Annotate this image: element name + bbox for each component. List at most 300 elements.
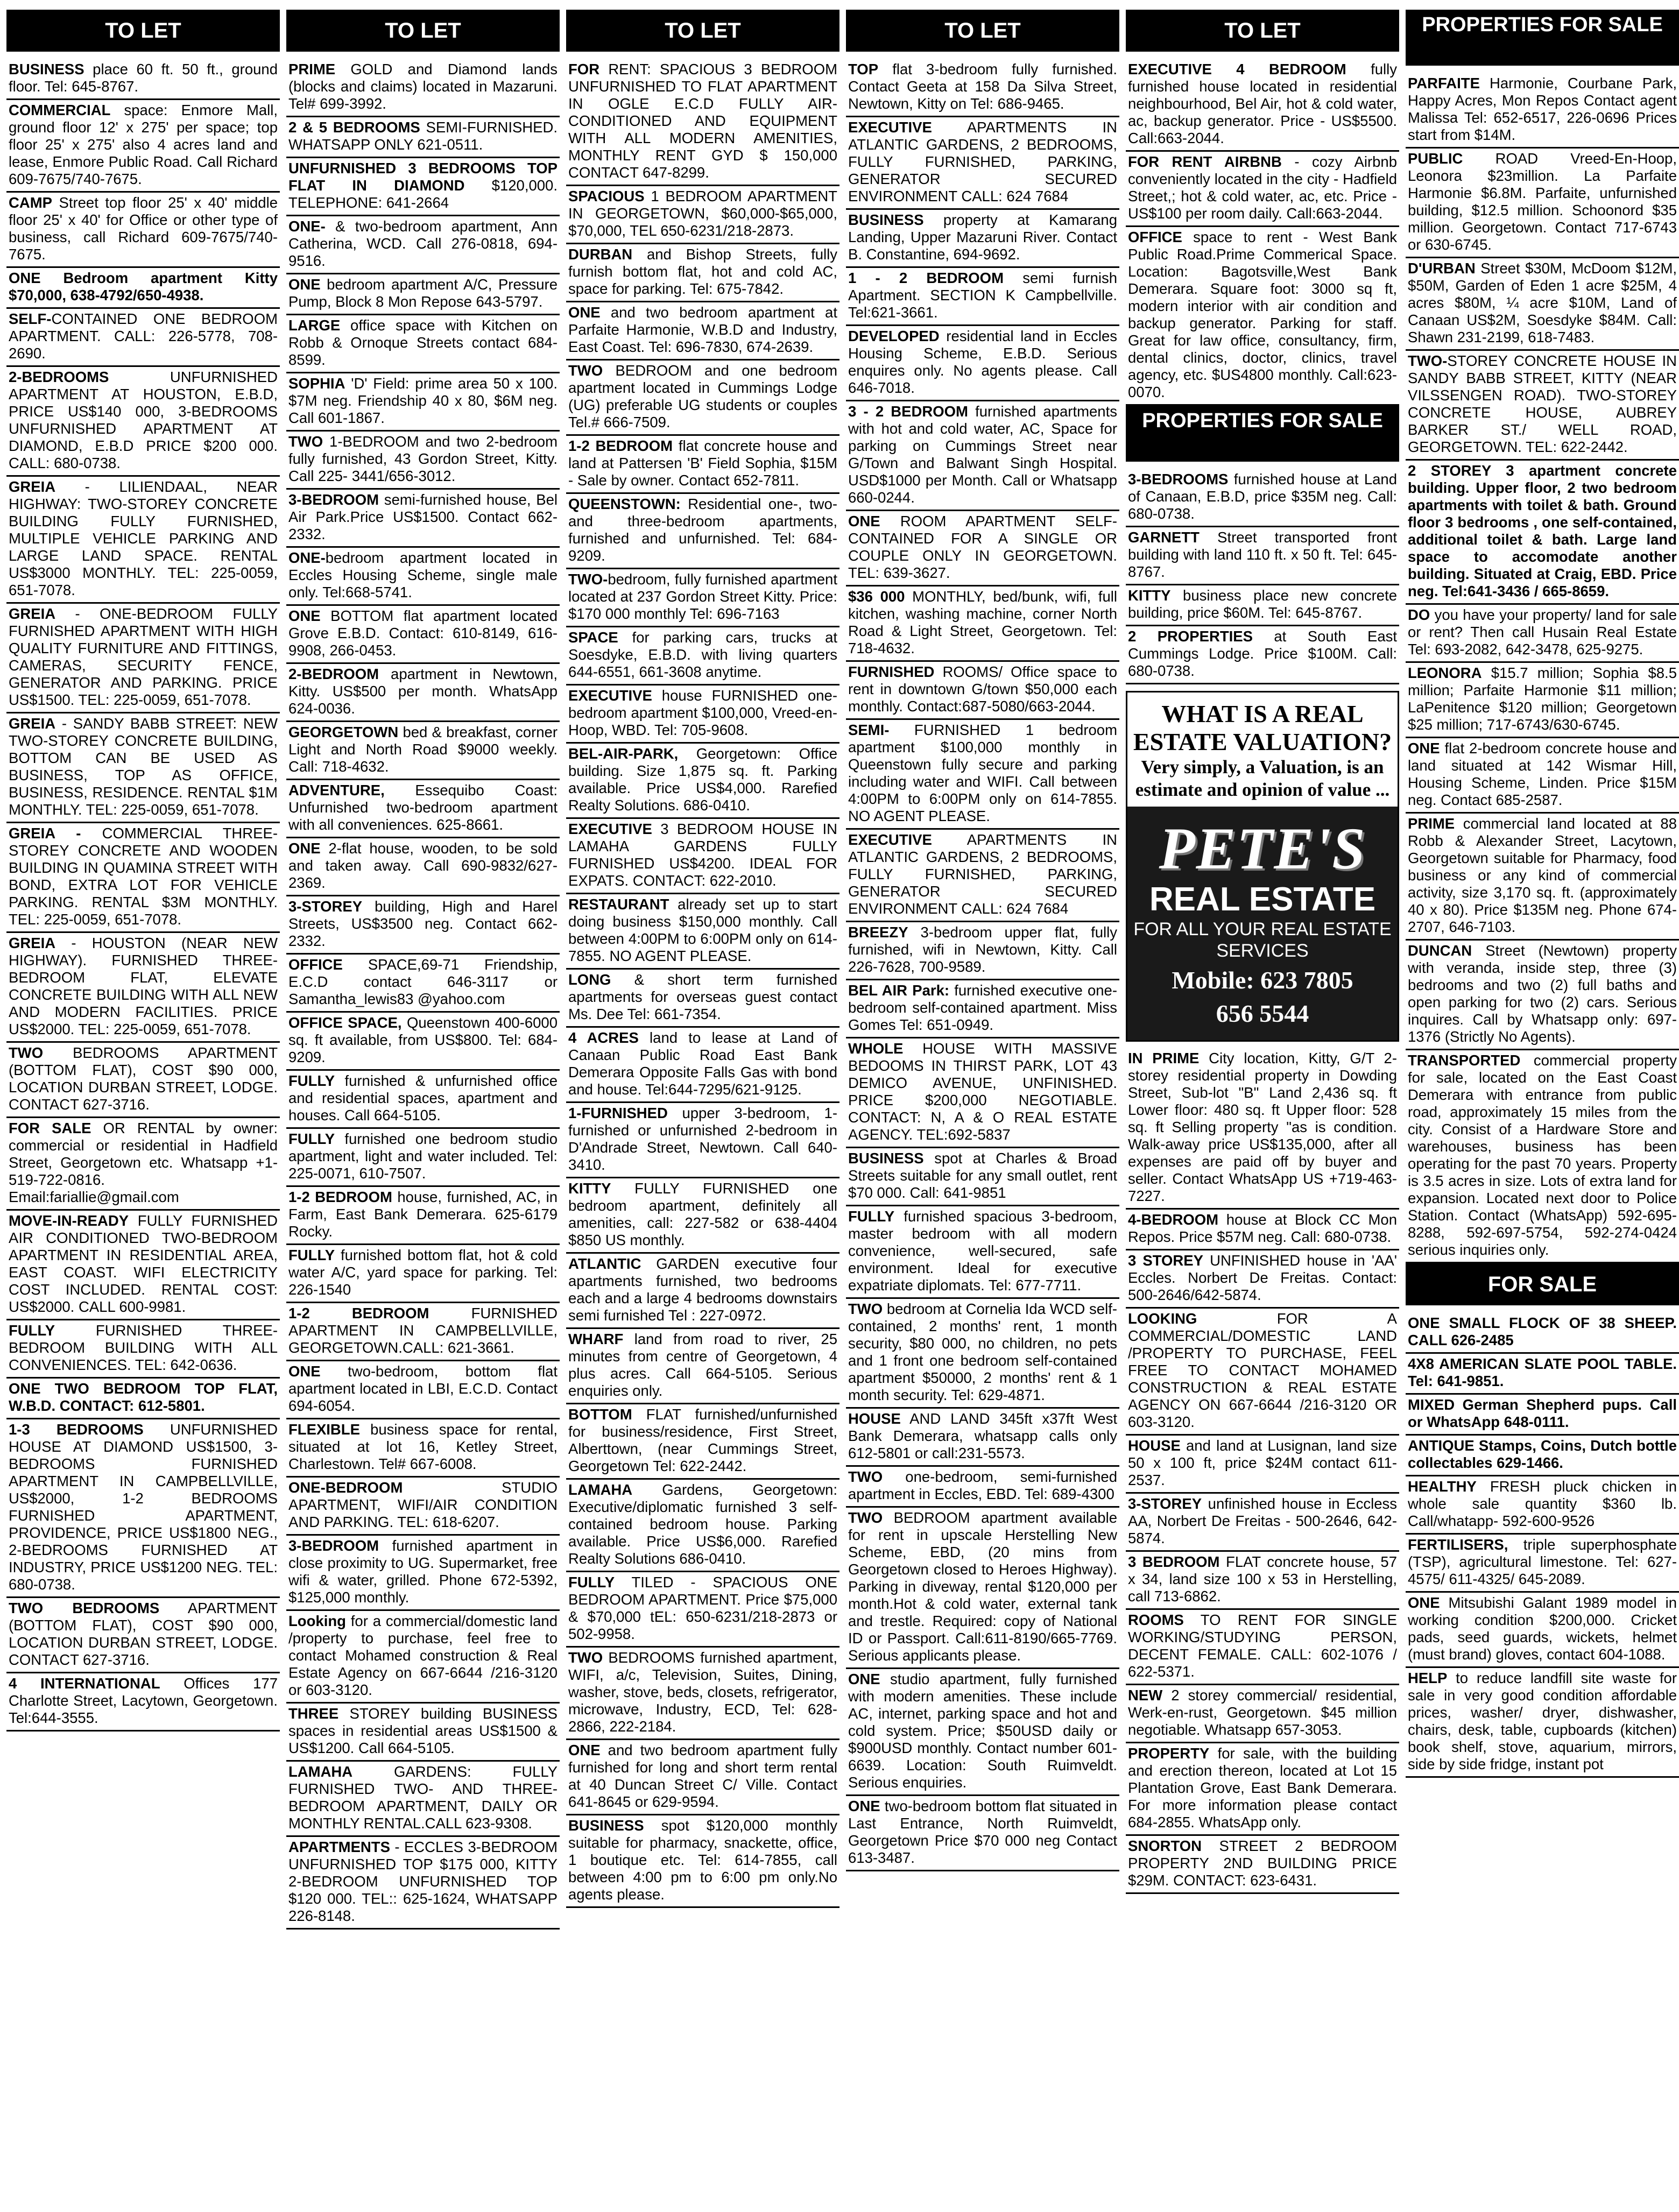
ad-body: STREET 2 BEDROOM PROPERTY 2ND BUILDING PRICE $29M. CONTACT: 623-6431. [1128, 1838, 1397, 1889]
ad-body: and two bedroom apartment fully furnished for long and short term rental at 40 Duncan Street C/ Ville. Contact 641-8645 or 629-9594. [568, 1742, 837, 1810]
ad-lead: 1-2 BEDROOM [288, 1305, 429, 1321]
ad-lead: ONE [568, 304, 601, 321]
classified-ad [286, 315, 560, 373]
ad-lead: DURBAN [568, 246, 633, 263]
ad-body: MONTHLY, bed/bunk, wifi, full kitchen, washing machine, corner North Road & Light Street, Georgetown. Tel: 718-4632. [848, 588, 1117, 656]
ad-lead: FOR SALE [9, 1120, 91, 1136]
ad-lead: FULLY [288, 1130, 335, 1147]
ad-lead: TWO [848, 1468, 883, 1485]
ad-body: Street (Newtown) property with veranda, inside step, three (3) bedrooms and two (2) full baths and open parking for two (2) cars. Serious inquires. Call by Whatsapp only: 697-1376 (Strictly No Agents). [1408, 942, 1677, 1045]
ad-body: house, furnished, AC, in Farm, East Bank Demerara. 625-6179 Rocky. [288, 1189, 558, 1240]
ad-lead: TWO [848, 1509, 883, 1526]
ad-lead: ADVENTURE, [288, 782, 385, 798]
section-header: TO LET [846, 10, 1119, 52]
ad-lead: PROPERTY [1128, 1745, 1210, 1762]
classified-ad [286, 1536, 560, 1611]
ad-lead: LOOKING [1128, 1310, 1197, 1327]
ad-body: Gardens, Georgetown: Executive/diplomatic furnished 3 self-contained bedroom house. Parking available. Price US$6,000. Rarefied Realty Solutions 686-0410. [568, 1481, 837, 1567]
section-header: TO LET [1126, 10, 1399, 52]
ad-body: SEMI-FURNISHED. WHATSAPP ONLY 621-0511. [288, 119, 558, 153]
classified-ad [286, 548, 560, 606]
classified-ad [286, 1303, 560, 1361]
ad-body: Essequibo Coast: Unfurnished two-bedroom apartment with all conveniences. 625-8661. [288, 782, 558, 833]
ad-body: FLAT concrete house, 57 x 34, land size 100 x 53 in Herstelling, call 713-6862. [1128, 1553, 1398, 1605]
ad-lead: MIXED German Shepherd pups. Call or WhatsApp 648-0111. [1408, 1396, 1677, 1430]
ad-lead: SELF- [9, 310, 52, 327]
ad-lead: NEW [1128, 1687, 1163, 1704]
classified-ad [566, 627, 840, 685]
ad-body: BEDROOM and one bedroom apartment located in Cummings Lodge (UG) preferable UG students or couples Tel.# 666-7509. [568, 362, 837, 430]
classified-ad [286, 838, 560, 896]
section-header: TO LET [6, 10, 280, 52]
ad-lead: 2 PROPERTIES [1128, 628, 1253, 645]
ad-lead: PRIME [1408, 815, 1455, 832]
classified-ad [286, 1245, 560, 1303]
ad-body: flat concrete house and land at Pattersen 'B' Field Sophia, $15M - Sale by owner. Contact 652-7811. [568, 437, 837, 489]
ad-body: SPACE,69-71 Friendship, E.C.D contact 646-3117 or Samantha_lewis83 @yahoo.com [288, 956, 558, 1007]
ad-body: ROOM APARTMENT SELF-CONTAINED FOR A SINGLE OR COUPLE ONLY IN GEORGETOWN. TEL: 639-3627. [848, 513, 1117, 581]
ad-lead: TWO [288, 433, 323, 450]
ad-lead: 1 - 2 BEDROOM [848, 270, 1004, 286]
classified-ad [846, 1467, 1119, 1508]
classified-ad [1126, 227, 1399, 406]
classified-ad [846, 662, 1119, 720]
classified-ad [846, 1796, 1119, 1871]
classified-ad [846, 511, 1119, 586]
ad-body: APARTMENTS IN ATLANTIC GARDENS, 2 BEDROOMS, FULLY FURNISHED, PARKING, GENERATOR SECURED ENVIRONMENT CALL: 624 7684 [848, 831, 1117, 917]
ad-lead: THREE [288, 1705, 339, 1722]
ad-body: Mitsubishi Galant 1989 model in working condition $200,000. Cricket pads, seed guards, wickets, helmet (must brand) gloves, contact 604-1088. [1408, 1594, 1677, 1663]
ad-lead: TWO BEDROOMS [9, 1600, 160, 1616]
classified-ad [566, 894, 840, 970]
classified-ad [566, 744, 840, 819]
ad-lead: 3 STOREY [1128, 1252, 1203, 1269]
classified-ad [1406, 1313, 1679, 1354]
ad-body: bedroom at Cornelia Ida WCD self-contained, 2 months' rent, 1 month security, $80 000, no children, no pets and 1 front one bedroom self-contained apartment $50000, 2 months' rent & 1 month security. Tel: 629-4871. [848, 1301, 1117, 1403]
banner-brand-block [1127, 807, 1398, 1040]
ad-lead: LARGE [288, 317, 341, 334]
classified-ad [566, 1404, 840, 1480]
classified-ad [566, 1572, 840, 1648]
ad-lead: 1-2 BEDROOM [288, 1189, 392, 1205]
ad-lead: ONE Bedroom apartment Kitty $70,000, 638-4792/650-4938. [9, 270, 278, 303]
ad-lead: FULLY [288, 1072, 335, 1089]
ad-body: FLAT furnished/unfurnished for business/residence, First Street, Alberttown, (near Cummings Street, Georgetown Tel: 622-2442. [568, 1406, 837, 1474]
ad-body: already set up to start doing business $150,000 monthly. Call between 4:00PM to 6:00PM only on 614-7855. NO AGENT PLEASE. [568, 896, 837, 964]
classified-ad [286, 1419, 560, 1478]
ad-lead: GREIA - [9, 825, 102, 842]
ad-body: FRESH pluck chicken in whole sale quantity $360 lb. Call/whatapp- 592-600-9526 [1408, 1478, 1677, 1529]
classified-ad [286, 1611, 560, 1704]
classified-ad [1126, 527, 1399, 585]
classified-ad [1126, 469, 1399, 527]
ad-lead: BUSINESS [568, 1817, 644, 1834]
ad-body: FURNISHED APARTMENT IN CAMPBELLVILLE, GEORGETOWN.CALL: 621-3661. [288, 1305, 558, 1356]
ad-lead: ANTIQUE Stamps, Coins, Dutch bottle collectables 629-1466. [1408, 1437, 1677, 1471]
ad-body: - ECCLES 3-BEDROOM UNFURNISHED TOP $175 000, KITTY 2-BEDROOM UNFURNISHED TOP $120 000. TEL:: 625-1624, WHATSAPP 226-8148. [288, 1839, 558, 1924]
classified-ad [1406, 941, 1679, 1050]
ad-lead: PUBLIC [1408, 150, 1463, 167]
ad-body: 3-bedroom upper flat, fully furnished, wifi in Newtown, Kitty. Call 226-7628, 700-9589. [848, 924, 1117, 975]
classified-ad [566, 1480, 840, 1572]
classified-ad [846, 922, 1119, 980]
ad-body: TO RENT FOR SINGLE WORKING/STUDYING PERSON, DECENT FEMALE. CALL: 602-1076 / 622-5371. [1128, 1612, 1397, 1680]
ad-body: UNFURNISHED APARTMENT AT HOUSTON, E.B.D, PRICE US$140 000, 3-BEDROOMS UNFURNISHED APARTMENT AT DIAMOND, E.B.D PRICE $200 000. CALL: 680-0738. [9, 369, 278, 471]
classified-ad [1126, 585, 1399, 626]
ad-lead: ONE- [288, 549, 326, 566]
ad-body: CONTAINED ONE BEDROOM APARTMENT. CALL: 226-5778, 708-2690. [9, 310, 278, 362]
ad-lead: MOVE-IN-READY [9, 1212, 129, 1229]
ad-lead: EXECUTIVE [568, 687, 652, 704]
ad-body: commercial land located at 88 Robb & Alexander Street, Lacytown, Georgetown suitable for Pharmacy, food business or any kind of commercial activity, size 3,170 sq. ft. (approximately 40 x 80). Price $135M neg. Phone 674-2707, 646-7103. [1408, 815, 1677, 935]
ad-lead: LEONORA [1408, 665, 1482, 681]
ad-lead: APARTMENTS [288, 1839, 390, 1855]
ad-body: semi furnish Apartment. SECTION K Campbellville. Tel:621-3661. [848, 270, 1117, 321]
classified-ad [1406, 1476, 1679, 1535]
column-2 [286, 10, 560, 2205]
ad-body: bed & breakfast, corner Light and North Road $9000 weekly. Call: 718-4632. [288, 724, 558, 775]
classified-ad [1126, 152, 1399, 227]
ad-body: STOREY building BUSINESS spaces in residential areas US$1500 & US$1200. Call 664-5105. [288, 1705, 558, 1756]
ad-body: FOR A COMMERCIAL/DOMESTIC LAND /PROPERTY TO PURCHASE, FEEL FREE TO CONTACT MOHAMED CONSTRUCTION & REAL ESTATE AGENCY ON 667-6644 /216-3120 OR 603-3120. [1128, 1310, 1397, 1430]
ad-body: flat 2-bedroom concrete house and land situated at 142 Wismar Hill, Housing Scheme, Linden. Price $15M neg. Contact 685-2587. [1408, 740, 1677, 808]
ad-lead: 4 ACRES [568, 1029, 639, 1046]
classified-ad [846, 1038, 1119, 1148]
classified-ad [566, 302, 840, 361]
classified-ad [6, 1211, 280, 1320]
classified-ad [566, 1329, 840, 1404]
ad-body: furnished house at Land of Canaan, E.B.D, price $35M neg. Call: 680-0738. [1128, 471, 1397, 522]
banner-answer: Very simply, a Valuation, is an estimate and opinion of value ... [1135, 757, 1390, 800]
classified-ad [6, 1673, 280, 1732]
ad-lead: ONE SMALL FLOCK OF 38 SHEEP. CALL 626-2485 [1408, 1315, 1677, 1348]
ad-lead: TOP [848, 61, 879, 77]
classified-ad [1406, 351, 1679, 461]
ad-lead: BEL AIR Park: [848, 982, 950, 999]
ad-lead: BUSINESS [848, 1150, 924, 1167]
ad-body: ROOMS/ Office space to rent in downtown G/town $50,000 each monthly. Contact:687-5080/663-2044. [848, 663, 1117, 715]
ad-lead: 1-2 BEDROOM [568, 437, 673, 454]
ad-body: place 60 ft. 50 ft., ground floor. Tel: 645-8767. [9, 61, 278, 95]
ad-lead: ONE [848, 513, 880, 529]
classified-ad [566, 244, 840, 302]
ad-lead: 2 & 5 BEDROOMS [288, 119, 420, 136]
ad-lead: 4-BEDROOM [1128, 1211, 1219, 1228]
classified-ad [6, 933, 280, 1043]
ad-lead: WHOLE [848, 1040, 904, 1057]
ad-lead: ONE [848, 1798, 880, 1814]
classified-ad [286, 274, 560, 315]
ad-body: Street top floor 25' x 40' middle floor 25' x 40' for Office or other type of business, call Richard 609-7675/740-7675. [9, 194, 278, 263]
ad-body: UNFINISHED house in 'AA' Eccles. Norbert De Freitas. Contact: 500-2646/642-5874. [1128, 1252, 1397, 1303]
classified-ad [6, 713, 280, 823]
ad-body: APARTMENTS IN ATLANTIC GARDENS, 2 BEDROOMS, FULLY FURNISHED, PARKING, GENERATOR SECURED ENVIRONMENT CALL: 624 7684 [848, 119, 1117, 204]
classified-ad [1126, 1743, 1399, 1836]
ad-body: FURNISHED THREE-BEDROOM BUILDING WITH ALL CONVENIENCES. TEL: 642-0636. [9, 1322, 278, 1373]
ad-lead: $36 000 [848, 588, 905, 605]
ad-lead: IN PRIME [1128, 1050, 1200, 1066]
ad-body: FULLY FURNISHED AIR CONDITIONED TWO-BEDROOM APARTMENT IN RESIDENTIAL AREA, EAST COAST. WIFI ELECTRICITY COST INCLUDED. RENTAL COST: US$2000. CALL 600-9981. [9, 1212, 278, 1315]
ad-lead: GEORGETOWN [288, 724, 399, 740]
classified-ad [846, 1148, 1119, 1206]
ad-lead: EXECUTIVE [568, 821, 652, 837]
ad-body: land from road to river, 25 minutes from centre of Georgetown, 4 plus acres. Call 664-5105. Serious enquiries only. [568, 1331, 837, 1399]
classified-ad [1126, 1048, 1399, 1210]
ad-lead: ONE- [288, 218, 326, 235]
classified-ad [6, 477, 280, 604]
ad-lead: D'URBAN [1408, 260, 1476, 277]
classified-ad [1406, 149, 1679, 258]
classified-ad [6, 823, 280, 933]
ad-body: Residential one-, two- and three-bedroom apartments, furnished and unfurnished. Tel: 684-9209. [568, 496, 837, 564]
classified-ad [566, 1178, 840, 1254]
ad-lead: DUNCAN [1408, 942, 1472, 959]
ad-body: 'D' Field: prime area 50 x 100. $7M neg. Friendship 40 x 80, $6M neg. Call 601-1867. [288, 375, 558, 426]
ad-lead: ATLANTIC [568, 1255, 641, 1272]
ad-lead: ONE [568, 1742, 601, 1758]
ad-lead: ONE [848, 1671, 880, 1687]
classified-ad [846, 326, 1119, 401]
classified-ad [846, 586, 1119, 662]
ad-body: upper 3-bedroom, 1-furnished or unfurnished 2-bedroom in D'Andrade Street, Newtown. Call 640-3410. [568, 1105, 837, 1173]
ad-body: commercial property for sale, located on the East Coast Demerara with entrance from public road, approximately 15 miles from the city. Consist of a Hardware Store and warehouses, business has been operating for the past 70 years. Property is 3.5 acres in size. Lots of extra land for expansion. Located next door to Police Station. Contact (WhatsApp) 592-695-8288, 592-697-5754, 592-274-0424 serious inquiries only. [1408, 1052, 1677, 1258]
classified-ad [566, 186, 840, 244]
ad-body: furnished apartments with hot and cold water, AC, Space for parking on Cummings Street near G/Town and Balwant Singh Hospital. USD$1000 per Month. Call or Whatsapp 660-0244. [848, 403, 1117, 506]
classified-ad [846, 1508, 1119, 1669]
section-header: TO LET [566, 10, 840, 52]
ad-lead: TWO- [1408, 352, 1448, 369]
ad-lead: HOUSE [848, 1410, 901, 1427]
classified-ad [286, 1762, 560, 1837]
ad-body: at South East Cummings Lodge. Price $100M. Call: 680-0738. [1128, 628, 1398, 679]
classified-ad [286, 1837, 560, 1930]
ad-body: Street transported front building with land 110 ft. x 50 ft. Tel: 645-8767. [1128, 529, 1397, 580]
ad-body: two-bedroom bottom flat situated in Last Entrance, North Ruimveldt, Georgetown Price $70 000 neg Contact 613-3487. [848, 1798, 1117, 1866]
section-header: PROPERTIES FOR SALE [1126, 406, 1399, 462]
ad-lead: 3-BEDROOM [288, 491, 379, 508]
classified-ad [1126, 1309, 1399, 1436]
ad-body: land to lease at Land of Canaan Public Road East Bank Demerara Opposite Falls Gas with bond and house. Tel:644-7295/621-9125. [568, 1029, 837, 1098]
classified-ad [286, 780, 560, 838]
ad-body: TILED - SPACIOUS ONE BEDROOM APARTMENT. Price $75,000 & $70,000 tEL: 650-6231/218-2873 or 502-9958. [568, 1574, 837, 1642]
ad-body: AND LAND 345ft x37ft West Bank Demerara, whatsapp calls only 612-5801 or call:231-5573. [848, 1410, 1117, 1461]
ad-body: UNFURNISHED HOUSE AT DIAMOND US$1500, 3-BEDROOMS FURNISHED APARTMENT IN CAMPBELLVILLE, US$2000, 1-2 BEDROOMS FURNISHED APARTMENT, PROVIDENCE, PRICE US$1800 NEG., 2-BEDROOMS FURNISHED AT INDUSTRY, PRICE US$1200 NEG. TEL: 680-0738. [9, 1421, 278, 1593]
classified-ad [1126, 1210, 1399, 1250]
classified-ad [6, 604, 280, 713]
ad-body: spot at Charles & Broad Streets suitable for any small outlet, rent $70 000. Call: 641-9851 [848, 1150, 1117, 1201]
ad-body: house FURNISHED one-bedroom apartment $100,000, Vreed-en-Hoop, WBD. Tel: 705-9608. [568, 687, 837, 738]
ad-lead: 2-BEDROOM [288, 666, 379, 682]
classified-ad [1126, 1436, 1399, 1494]
ad-body: bedroom apartment located in Eccles Housing Scheme, single male only. Tel:668-5741. [288, 549, 558, 600]
classified-ad [6, 367, 280, 477]
classified-ad [1126, 1685, 1399, 1743]
ad-body: two-bedroom, bottom flat apartment located in LBI, E.C.D. Contact 694-6054. [288, 1363, 558, 1414]
column-1 [6, 10, 280, 2205]
classified-ad [6, 1118, 280, 1211]
ad-body: furnished & unfurnished office and residential spaces, apartment and houses. Call 664-5105. [288, 1072, 558, 1123]
ad-lead: PRIME [288, 61, 336, 77]
ad-lead: LONG [568, 971, 611, 988]
ad-lead: ONE TWO BEDROOM TOP FLAT, W.B.D. CONTACT: 612-5801. [9, 1380, 278, 1414]
classified-ad [286, 158, 560, 216]
ad-body: GOLD and Diamond lands (blocks and claims) located in Mazaruni. Tel# 699-3992. [288, 61, 558, 112]
ad-lead: ONE [288, 276, 321, 293]
ad-lead: SPACIOUS [568, 188, 645, 204]
classified-ad [846, 1206, 1119, 1299]
ad-lead: BEL-AIR-PARK, [568, 745, 679, 762]
ad-body: OR RENTAL by owner: commercial or residential in Hadfield Street, Georgetown etc. Whatsapp +1-519-722-0816. Email:fariallie@gmail.com [9, 1120, 278, 1205]
ad-body: for sale, with the building and erection thereon, located at Lot 15 Plantation Grove, East Bank Demerara. For more information please contact 684-2855. WhatsApp only. [1128, 1745, 1397, 1831]
classified-ad [6, 100, 280, 193]
ad-body: office space with Kitchen on Robb & Ornoque Streets contact 684-8599. [288, 317, 558, 368]
ad-lead: 3 BEDROOM [1128, 1553, 1220, 1570]
classified-ad [1126, 1552, 1399, 1610]
column-3 [566, 10, 840, 2205]
ad-lead: BREEZY [848, 924, 908, 941]
ad-body: COMMERCIAL THREE-STOREY CONCRETE AND WOODEN BUILDING IN QUAMINA STREET WITH BOND, EXTRA LOT FOR VEHICLE PARKING. RENTAL $3M MONTHLY. TEL: 225-0059, 651-7078. [9, 825, 278, 928]
classified-ad [1406, 738, 1679, 814]
ad-lead: FULLY [288, 1247, 335, 1263]
banner-question-block [1127, 692, 1398, 807]
classified-ad [846, 59, 1119, 117]
ad-lead: GREIA [9, 605, 56, 622]
classified-ad [566, 1815, 840, 1908]
ad-lead: LAMAHA [288, 1763, 353, 1780]
classified-ad [846, 830, 1119, 922]
classified-ad [286, 1129, 560, 1187]
classified-ad [1406, 605, 1679, 663]
ad-body: 2 storey commercial/ residential, Werk-en-rust, Georgetown. $45 million negotiable. Whatsapp 657-3053. [1128, 1687, 1397, 1738]
banner-tagline: FOR ALL YOUR REAL ESTATE SERVICES [1133, 919, 1392, 961]
ad-body: apartment in Newtown, Kitty. US$500 per month. WhatsApp 624-0036. [288, 666, 558, 717]
ad-body: and Bishop Streets, fully furnish bottom flat, hot and cold AC, space for parking. Tel: 675-7842. [568, 246, 837, 297]
classified-ad [6, 1598, 280, 1673]
ad-body: GARDENS: FULLY FURNISHED TWO- AND THREE-BEDROOM APARTMENT, DAILY OR MONTHLY RENTAL.CALL 623-9308. [288, 1763, 558, 1832]
classified-ad [846, 117, 1119, 210]
ad-lead: BUSINESS [848, 211, 924, 228]
classified-ad [1406, 1668, 1679, 1778]
ad-body: BEDROOM apartment available for rent in upscale Herstelling New Scheme, EBD, (20 mins from Georgetown closed to Heroes Highway). Parking in diveway, rental $120,000 per month.Hot & cold water, external tank and trestle. Required: copy of National ID or Passport. Call:611-8190/665-7769. Serious applicants please. [848, 1509, 1117, 1664]
ad-body: BEDROOMS APARTMENT (BOTTOM FLAT), COST $90 000, LOCATION DURBAN STREET, LODGE. CONTACT 627-3716. [9, 1044, 278, 1113]
ad-body: property at Kamarang Landing, Upper Mazaruni River. Contact B. Constantine, 694-9692. [848, 211, 1117, 263]
classified-ad [846, 210, 1119, 268]
ad-lead: PARFAITE [1408, 75, 1480, 91]
ad-lead: GARNETT [1128, 529, 1200, 546]
ad-lead: 4 INTERNATIONAL [9, 1675, 160, 1692]
ad-body: BEDROOMS furnished apartment, WIFI, a/c, Television, Suites, Dining, washer, stove, beds, closets, refrigerator, microwave, Industry, ECD, Tel: 628-2866, 222-2184. [568, 1649, 837, 1735]
classified-ad [846, 980, 1119, 1038]
ad-body: GARDEN executive four apartments furnished, two bedrooms each and a large 4 bedrooms downstairs semi furnished Tel : 227-0972. [568, 1255, 837, 1324]
ad-lead: 2-BEDROOMS [9, 369, 109, 385]
classified-ad [286, 1704, 560, 1762]
ad-body: & short term furnished apartments for overseas guest contact Ms. Dee Tel: 661-7354. [568, 971, 837, 1022]
ad-body: $15.7 million; Sophia $8.5 million; Parfaite Harmonie $11 million; LaPenitence $120 million; Georgetown $25 million; 717-6743/630-6745. [1408, 665, 1677, 733]
classified-ad [846, 1669, 1119, 1796]
ad-lead: ONE [1408, 1594, 1440, 1611]
ad-lead: TWO [568, 1649, 603, 1666]
banner-brand: REAL ESTATE [1149, 881, 1376, 918]
ad-lead: 1-FURNISHED [568, 1105, 668, 1121]
ad-body: - LILIENDAAL, NEAR HIGHWAY: TWO-STOREY CONCRETE BUILDING FULLY FURNISHED, MULTIPLE VEHICLE PARKING AND LARGE LAND SPACE. RENTAL US$3000 MONTHLY. TEL: 225-0059, 651-7078. [9, 478, 278, 598]
classified-ad [286, 955, 560, 1013]
ad-body: furnished spacious 3-bedroom, master bedroom with all modern convenience, well-secured, safe environment. Ideal for executive expatriate diplomats. Tel: 677-7711. [848, 1208, 1117, 1294]
classified-ad [846, 401, 1119, 511]
classified-ad [566, 494, 840, 569]
classified-ad [1406, 814, 1679, 941]
ad-lead: EXECUTIVE [848, 831, 932, 848]
ad-body: fully furnished house located in residential neighbourhood, Bel Air, hot & cold water, ac, backup generator. Price - US$5500. Call:663-2044. [1128, 61, 1397, 146]
classified-ad [566, 1028, 840, 1103]
ad-body: spot $120,000 monthly suitable for pharmacy, snackette, office, 1 boutique etc. Tel: 614-7855, call between 4:00 pm to 6:00 pm only.No agents please. [568, 1817, 837, 1903]
ad-lead: BOTTOM [568, 1406, 632, 1423]
ad-lead: 1-3 BEDROOMS [9, 1421, 144, 1438]
ad-lead: FOR RENT AIRBNB [1128, 153, 1282, 170]
classified-ad [566, 569, 840, 627]
ad-body: 1 BEDROOM APARTMENT IN GEORGETOWN, $60,000-$65,000, $70,000, TEL 650-6231/218-2873. [568, 188, 837, 239]
ad-body: one-bedroom, semi-furnished apartment in Eccles, EBD. Tel: 689-4300 [848, 1468, 1117, 1502]
classified-ad [6, 309, 280, 367]
banner-mobile: Mobile: 623 7805 [1172, 966, 1353, 994]
ad-lead: DO [1408, 606, 1430, 623]
ad-lead: TWO [9, 1044, 44, 1061]
ad-lead: OFFICE [1128, 229, 1182, 245]
ad-lead: KITTY [568, 1180, 611, 1197]
classified-ad [286, 896, 560, 955]
section-header: TO LET [286, 10, 560, 52]
ad-body: space to rent - West Bank Public Road.Prime Commerical Space. Location: Bagotsville,West Bank Demerara. Square foot: 3000 sq ft, modern interior with air condition and backup generator. Parking for staff. Great for law office, consultancy, firm, dental clinics, doctor, clinics, travel agency, etc. $US4800 monthly. Call:623-0070. [1128, 229, 1397, 400]
ad-body: you have your property/ land for sale or rent? Then call Husain Real Estate Tel: 693-2082, 642-3478, 625-9275. [1408, 606, 1677, 658]
ad-lead: FLEXIBLE [288, 1421, 360, 1438]
classified-ad [6, 193, 280, 268]
classified-ad [1406, 1593, 1679, 1668]
ad-lead: QUEENSTOWN: [568, 496, 681, 512]
ad-body: - cozy Airbnb conveniently located in the city - Hadfield Street,; hot & cold water, ac, etc. Price - US$100 per room daily. Call:663-2044. [1128, 153, 1397, 222]
classified-ad [286, 606, 560, 664]
classified-ad [6, 1419, 280, 1598]
classified-ad [286, 1013, 560, 1071]
ad-lead: HEALTHY [1408, 1478, 1477, 1495]
classified-ad [566, 436, 840, 494]
petes-real-estate-banner [1126, 691, 1399, 1042]
ad-lead: BUSINESS [9, 61, 84, 77]
ad-body: furnished executive one-bedroom self-contained apartment. Miss Gomes Tel: 651-0949. [848, 982, 1117, 1033]
ad-body: furnished one bedroom studio apartment, light and water included. Tel: 225-0071, 610-7507. [288, 1130, 558, 1182]
ad-body: bedroom apartment A/C, Pressure Pump, Block 8 Mon Repose 643-5797. [288, 276, 558, 310]
ad-body: Georgetown: Office building. Size 1,875 sq. ft. Parking available. Price US$4,000. Rarefied Realty Solutions. 686-0410. [568, 745, 837, 814]
ad-body: FULLY FURNISHED one bedroom apartment, definitely all amenities, call: 227-582 or 638-4404 $850 US monthly. [568, 1180, 837, 1248]
ad-body: City location, Kitty, G/T 2-storey residential property in Dowding Street, Sub-lot "B" Land 2,436 sq. ft Lower floor: 480 sq. ft Upper floor: 528 sq. ft Selling property "as is condition. Walk-away price US$135,000, after all expenses are paid off by buyer and seller. Contact WhatsApp US +719-463-7227. [1128, 1050, 1398, 1204]
ad-lead: FOR [568, 61, 600, 77]
ad-lead: RESTAURANT [568, 896, 669, 913]
ad-body: for a commercial/domestic land /property to purchase, feel free to contact Mohamed construction & Real Estate Agency on 667-6644 /216-3120 or 603-3120. [288, 1613, 558, 1698]
classified-ad [566, 970, 840, 1028]
classified-ad [846, 268, 1119, 326]
classified-ad [1126, 626, 1399, 684]
ad-body: 1-BEDROOM and two 2-bedroom fully furnished, 43 Gordon Street, Kitty. Call 225- 3441/656-3012. [288, 433, 558, 484]
classified-ad [1406, 461, 1679, 605]
ad-lead: HELP [1408, 1670, 1448, 1686]
ad-lead: TRANSPORTED [1408, 1052, 1521, 1069]
ad-lead: KITTY [1128, 587, 1171, 604]
ad-lead: DEVELOPED [848, 328, 940, 344]
ad-body: Offices 177 Charlotte Street, Lacytown, Georgetown. Tel:644-3555. [9, 1675, 278, 1726]
ad-lead: HOUSE [1128, 1437, 1181, 1454]
classified-ad [566, 1254, 840, 1329]
ad-body: furnished bottom flat, hot & cold water A/C, yard space for parking. Tel: 226-1540 [288, 1247, 558, 1298]
classified-ad [846, 720, 1119, 830]
ad-lead: 3-STOREY [1128, 1495, 1202, 1512]
